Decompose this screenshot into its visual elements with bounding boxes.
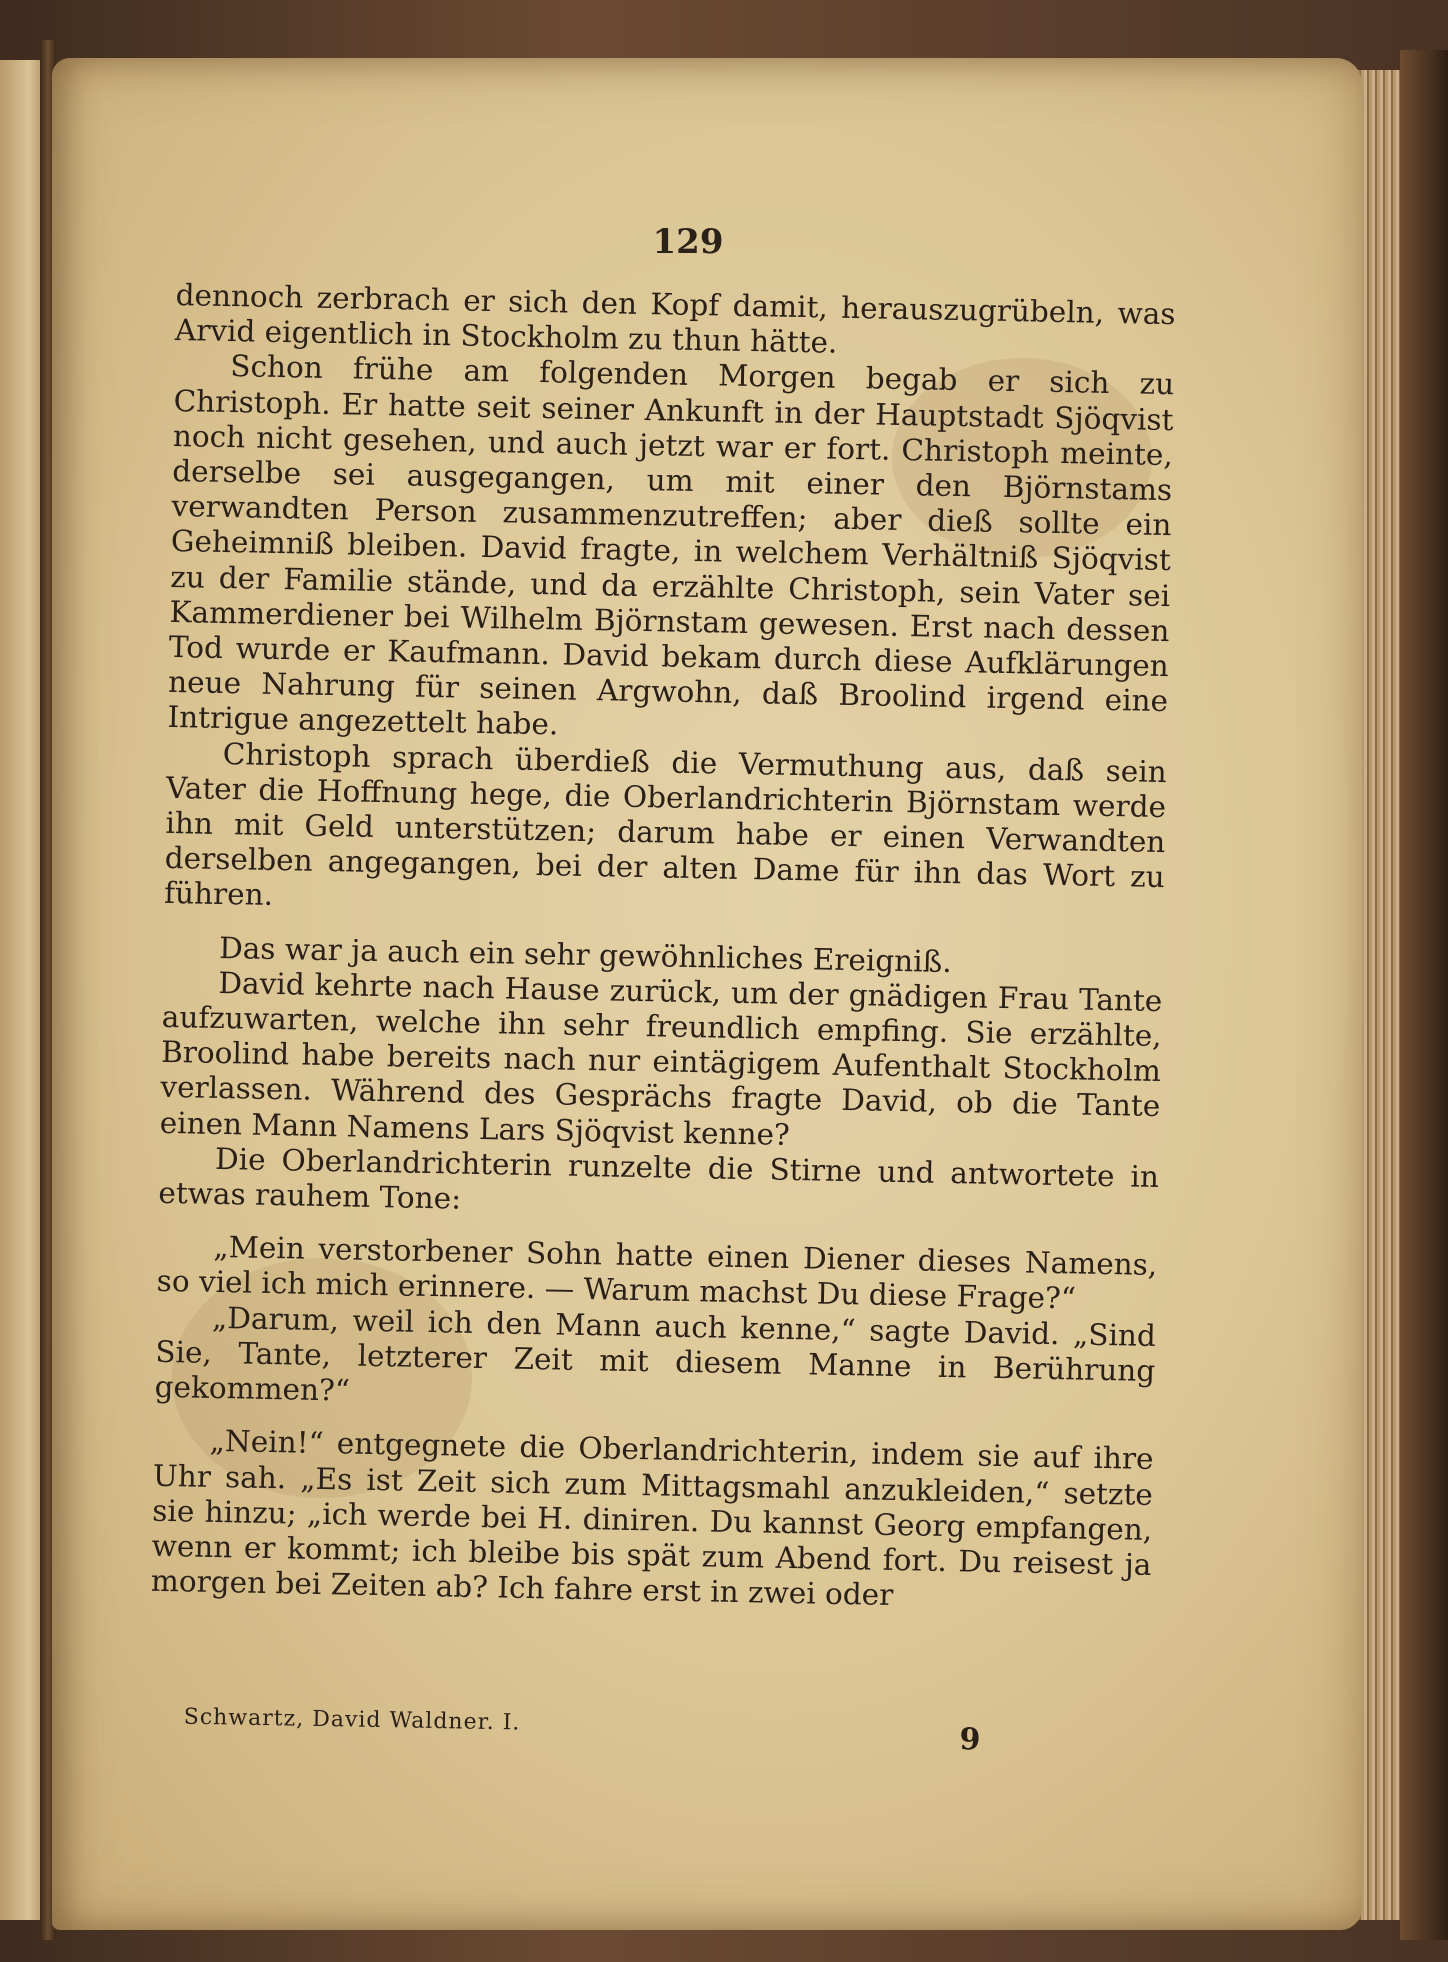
paragraph: Schon frühe am folgenden Morgen begab er sich zu Christoph. Er hatte seit seiner Ankunft in der Hauptstadt Sjöqvist noch nicht gesehen, und auch jetzt war er fort. Christoph meinte, derselbe sei ausgegangen, um mit einer den Björnstams verwandten Person zusammenzutreffen; aber dieß sollte ein Geheimniß bleiben. David fragte, in welchem Verhältniß Sjöqvist zu der Familie stände, und da erzählte Christoph, sein Vater sei Kammerdiener bei Wilhelm Björnstam gewesen. Erst nach dessen Tod wurde er Kaufmann. David bekam durch diese Aufklärungen neue Nahrung für seinen Argwohn, daß Broolind irgend eine Intrigue angezettelt habe.	[167, 349, 1175, 742]
printer-signature: Schwartz, David Waldner. I.	[183, 1704, 521, 1736]
book-cover-edge	[1400, 50, 1448, 1940]
paragraph: „Mein verstorbener Sohn hatte einen Diener dieses Namens, so viel ich mich erinnere. — Warum machst Du diese Frage?“	[156, 1230, 1158, 1316]
signature-number: 9	[959, 1722, 981, 1758]
paragraph: „Darum, weil ich den Mann auch kenne,“ sagte David. „Sind Sie, Tante, letzterer Zeit mit diesem Manne in Berührung gekommen?“	[154, 1300, 1157, 1408]
paragraph: Christoph sprach überdieß die Vermuthung aus, daß sein Vater die Hoffnung hege, die Oberlandrichterin Björnstam werde ihn mit Geld unterstützen; darum habe er einen Verwandten derselben angegangen, bei der alten Dame für ihn das Wort zu führen.	[163, 736, 1168, 913]
paragraph: Das war ja auch ein sehr gewöhnliches Ereigniß.	[218, 930, 953, 979]
paragraph: dennoch zerbrach er sich den Kopf damit, herauszugrübeln, was Arvid eigentlich in Stockholm zu thun hätte.	[174, 278, 1176, 360]
body-text	[151, 278, 1176, 1618]
page-number: 129	[652, 222, 724, 262]
paragraph: „Nein!“ entgegnete die Oberlandrichterin, indem sie auf ihre Uhr sah. „Es ist Zeit sich zum Mittagsmahl anzukleiden,“ setzte sie hinzu; „ich werde bei H. diniren. Du kannst Georg empfangen, wenn er kommt; ich bleibe bis spät zum Abend fort. Du reisest ja morgen bei Zeiten ab? Ich fahre erst in zwei oder	[150, 1424, 1154, 1613]
paragraph: Die Oberlandrichterin runzelte die Stirne und antwortete in etwas rauhem Tone:	[158, 1141, 1160, 1216]
paragraph: David kehrte nach Hause zurück, um der gnädigen Frau Tante aufzuwarten, welche ihn sehr freundlich empfing. Sie erzählte, Broolind habe bereits nach nur eintägigem Aufenthalt Stockholm verlassen. Während des Gesprächs fragte David, ob die Tante einen Mann Namens Lars Sjöqvist kenne?	[159, 965, 1163, 1152]
